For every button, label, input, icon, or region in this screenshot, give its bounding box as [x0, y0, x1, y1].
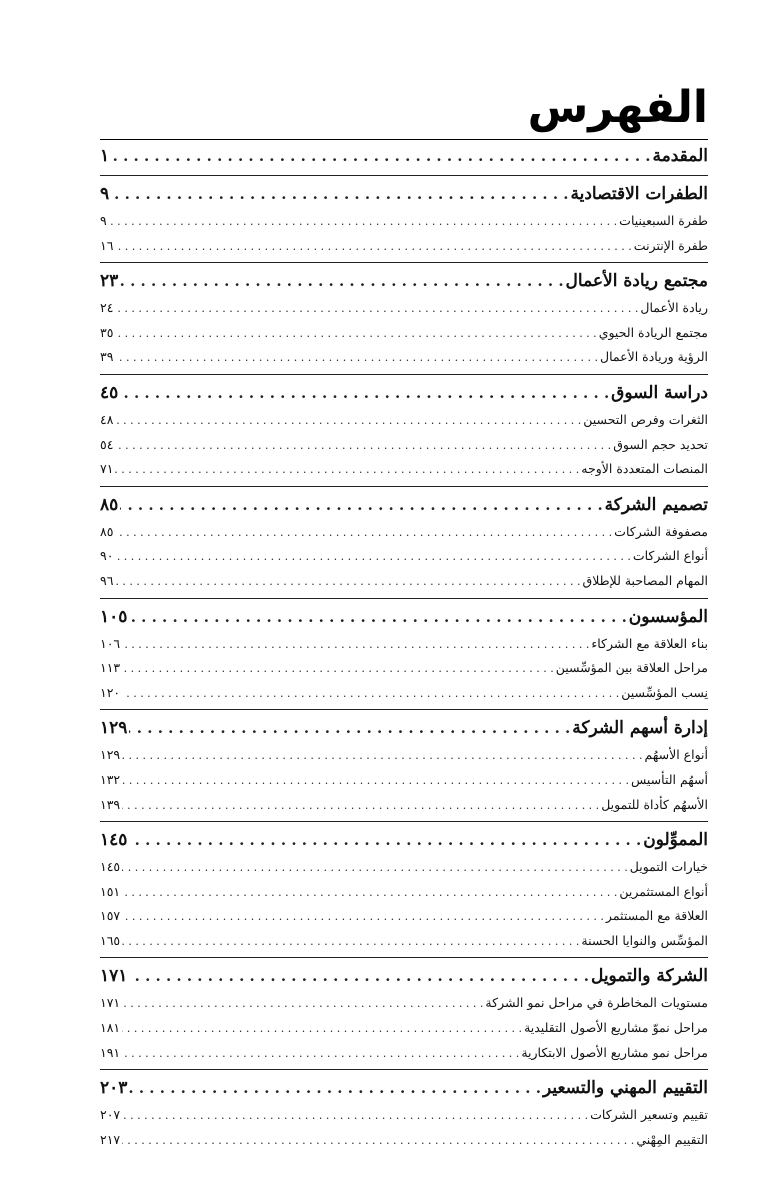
toc-chapter-entry[interactable] — [100, 961, 708, 991]
subsection-title: خيارات التمويل — [629, 859, 708, 875]
dot-leader — [111, 179, 568, 209]
dot-leader — [115, 345, 598, 371]
dot-leader — [115, 457, 579, 483]
toc-chapter-section — [100, 1069, 708, 1156]
toc-subsection-entry[interactable] — [100, 880, 708, 905]
chapter-page-number: ٩ — [100, 184, 110, 204]
chapter-page-number: ١٧١ — [100, 966, 128, 987]
toc-chapter-section — [100, 374, 708, 486]
subsection-title: مراحل العلاقة بين المؤسِّسين — [555, 660, 708, 676]
toc-chapter-entry[interactable] — [100, 490, 708, 520]
chapter-page-number: ١ — [100, 146, 110, 166]
subsection-title: مجتمع الريادة الحيوي — [598, 324, 708, 340]
toc-subsection-entry[interactable] — [100, 234, 708, 259]
toc-chapter-entry[interactable] — [100, 179, 708, 209]
toc-subsection-entry[interactable] — [100, 433, 708, 458]
toc-subsection-entry[interactable] — [100, 457, 708, 482]
toc-subsection-entry[interactable] — [100, 904, 708, 929]
toc-chapter-section — [100, 175, 708, 262]
dot-leader — [115, 321, 596, 347]
subsection-page-number: ١١٣ — [100, 660, 121, 676]
subsection-page-number: ٩٠ — [100, 548, 114, 564]
toc-chapter-entry[interactable] — [100, 1073, 708, 1103]
subsection-title: أنواع الشركات — [632, 548, 708, 564]
dot-leader — [122, 855, 628, 881]
subsection-page-number: ١٣٢ — [100, 771, 121, 787]
toc-subsection-entry[interactable] — [100, 768, 708, 793]
subsection-title: أسهُم التأسيس — [630, 771, 708, 787]
subsection-page-number: ٧١ — [100, 461, 114, 477]
chapter-page-number: ٤٥ — [100, 382, 119, 403]
subsection-title: أنواع الأسهُم — [644, 747, 708, 763]
subsection-page-number: ١٥٧ — [100, 908, 121, 924]
subsection-page-number: ٢٤ — [100, 300, 114, 316]
toc-subsection-entry[interactable] — [100, 544, 708, 569]
dot-leader — [122, 632, 589, 658]
subsection-title: الرؤية وريادة الأعمال — [600, 349, 708, 365]
chapter-title: الشركة والتمويل — [590, 966, 708, 987]
subsection-page-number: ١٢٩ — [100, 747, 121, 763]
subsection-title: الأسهُم كأداة للتمويل — [601, 796, 708, 812]
dot-leader — [122, 1016, 522, 1042]
dot-leader — [122, 1103, 588, 1129]
toc-chapter-section — [100, 262, 708, 374]
subsection-title: مستويات المخاطرة في مراحل نمو الشركة — [485, 995, 708, 1011]
toc-subsection-entry[interactable] — [100, 1041, 708, 1066]
dot-leader — [122, 768, 629, 794]
toc-chapter-entry[interactable] — [100, 825, 708, 855]
chapter-title: إدارة أسهم الشركة — [572, 718, 708, 739]
subsection-page-number: ٩٦ — [100, 572, 114, 588]
toc-subsection-entry[interactable] — [100, 656, 708, 681]
dot-leader — [115, 520, 612, 546]
subsection-page-number: ١٧١ — [100, 995, 121, 1011]
chapter-title: دراسة السوق — [611, 382, 708, 403]
toc-subsection-entry[interactable] — [100, 296, 708, 321]
toc-chapter-section — [100, 957, 708, 1069]
chapter-title: مجتمع ريادة الأعمال — [565, 271, 708, 292]
toc-subsection-entry[interactable] — [100, 681, 708, 706]
toc-chapter-entry[interactable] — [100, 141, 708, 171]
toc-subsection-entry[interactable] — [100, 345, 708, 370]
toc-chapter-entry[interactable] — [100, 713, 708, 743]
toc-subsection-entry[interactable] — [100, 1016, 708, 1041]
subsection-page-number: ١٤٥ — [100, 859, 121, 875]
dot-leader — [111, 141, 650, 171]
subsection-title: تحديد حجم السوق — [613, 436, 708, 452]
chapter-title: الطفرات الاقتصادية — [570, 184, 708, 204]
toc-subsection-entry[interactable] — [100, 408, 708, 433]
subsection-page-number: ١٥١ — [100, 883, 121, 899]
subsection-page-number: ٢١٧ — [100, 1131, 121, 1147]
subsection-page-number: ١٨١ — [100, 1020, 121, 1036]
toc-subsection-entry[interactable] — [100, 1103, 708, 1128]
toc-chapter-section — [100, 709, 708, 821]
dot-leader — [122, 1041, 519, 1067]
toc-subsection-entry[interactable] — [100, 991, 708, 1016]
dot-leader — [122, 929, 579, 955]
toc-subsection-entry[interactable] — [100, 632, 708, 657]
toc-subsection-entry[interactable] — [100, 743, 708, 768]
subsection-page-number: ١٠٦ — [100, 635, 121, 651]
chapter-title: المقدمة — [652, 146, 708, 166]
dot-leader — [120, 378, 609, 408]
chapter-page-number: ٢٠٣ — [100, 1078, 128, 1099]
table-of-contents — [100, 138, 708, 1156]
dot-leader — [115, 569, 580, 595]
toc-subsection-entry[interactable] — [100, 1128, 708, 1153]
subsection-title: مراحل نموّ مشاريع الأصول التقليدية — [524, 1020, 708, 1036]
dot-leader — [115, 408, 581, 434]
subsection-page-number: ١٢٠ — [100, 684, 121, 700]
subsection-page-number: ١٣٩ — [100, 796, 121, 812]
subsection-title: بناء العلاقة مع الشركاء — [591, 635, 708, 651]
subsection-page-number: ٥٤ — [100, 436, 114, 452]
dot-leader — [120, 490, 602, 520]
dot-leader — [129, 1073, 541, 1103]
subsection-page-number: ٤٨ — [100, 411, 114, 427]
dot-leader — [122, 904, 604, 930]
subsection-title: المؤسِّس والنوايا الحسنة — [581, 932, 708, 948]
dot-leader — [129, 602, 626, 632]
subsection-title: ريادة الأعمال — [640, 300, 708, 316]
dot-leader — [122, 991, 483, 1017]
chapter-title: المؤسسون — [628, 606, 708, 627]
chapter-title: التقييم المهني والتسعير — [542, 1078, 708, 1099]
subsection-title: مراحل نمو مشاريع الأصول الابتكارية — [521, 1044, 708, 1060]
dot-leader — [115, 296, 638, 322]
subsection-title: طفرة السبعينيات — [619, 213, 708, 228]
dot-leader — [115, 234, 631, 260]
toc-chapter-section — [100, 821, 708, 957]
subsection-page-number: ٩ — [100, 213, 107, 228]
dot-leader — [115, 433, 611, 459]
subsection-title: طفرة الإنترنت — [633, 237, 708, 253]
toc-subsection-entry[interactable] — [100, 569, 708, 594]
subsection-page-number: ١٦٥ — [100, 932, 121, 948]
dot-leader — [122, 743, 642, 769]
subsection-page-number: ٢٠٧ — [100, 1107, 121, 1123]
dot-leader — [122, 880, 617, 906]
toc-subsection-entry[interactable] — [100, 321, 708, 346]
dot-leader — [109, 209, 617, 235]
subsection-page-number: ١٩١ — [100, 1044, 121, 1060]
subsection-title: المنصات المتعددة الأوجه — [581, 461, 708, 477]
chapter-page-number: ٢٣ — [100, 271, 119, 292]
toc-subsection-entry[interactable] — [100, 209, 708, 234]
subsection-title: الثغرات وفرص التحسين — [583, 411, 708, 427]
dot-leader — [115, 544, 630, 570]
chapter-page-number: ٨٥ — [100, 494, 119, 515]
subsection-title: تقييم وتسعير الشركات — [590, 1107, 708, 1123]
dot-leader — [122, 793, 599, 819]
page-title: الفهرس — [527, 82, 708, 133]
dot-leader — [120, 266, 563, 296]
subsection-page-number: ١٦ — [100, 237, 114, 253]
toc-chapter-entry[interactable] — [100, 266, 708, 296]
toc-chapter-section — [100, 138, 708, 175]
dot-leader — [129, 713, 570, 743]
dot-leader — [122, 681, 619, 707]
toc-chapter-entry[interactable] — [100, 602, 708, 632]
chapter-page-number: ١٤٥ — [100, 830, 128, 851]
subsection-page-number: ٣٩ — [100, 349, 114, 365]
toc-chapter-entry[interactable] — [100, 378, 708, 408]
toc-chapter-section — [100, 486, 708, 598]
subsection-title: التقييم المِهْني — [636, 1131, 708, 1147]
chapter-title: تصميم الشركة — [604, 494, 708, 515]
toc-subsection-entry[interactable] — [100, 793, 708, 818]
chapter-page-number: ١٠٥ — [100, 606, 128, 627]
subsection-page-number: ٣٥ — [100, 324, 114, 340]
dot-leader — [129, 961, 589, 991]
subsection-title: مصفوفة الشركات — [614, 523, 708, 539]
subsection-title: نِسب المؤسِّسين — [621, 684, 708, 700]
toc-chapter-section — [100, 598, 708, 710]
subsection-title: أنواع المستثمرين — [619, 883, 708, 899]
subsection-title: العلاقة مع المستثمر — [605, 908, 708, 924]
dot-leader — [122, 656, 554, 682]
chapter-title: المموِّلون — [643, 830, 708, 851]
dot-leader — [122, 1128, 634, 1154]
subsection-page-number: ٨٥ — [100, 523, 114, 539]
toc-subsection-entry[interactable] — [100, 929, 708, 954]
toc-subsection-entry[interactable] — [100, 855, 708, 880]
toc-subsection-entry[interactable] — [100, 520, 708, 545]
chapter-page-number: ١٢٩ — [100, 718, 128, 739]
subsection-title: المهام المصاحبة للإطلاق — [582, 572, 708, 588]
dot-leader — [129, 825, 641, 855]
